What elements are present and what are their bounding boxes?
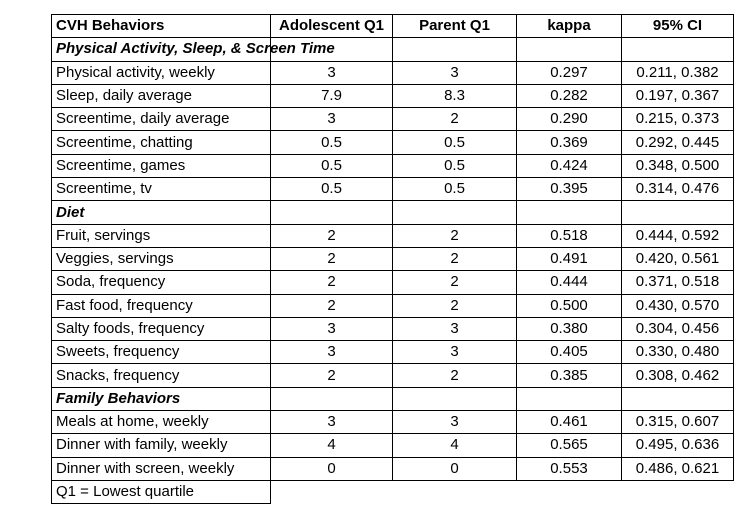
cell-parent-q1: 2 (393, 224, 517, 247)
cell-adolescent-q1: 0.5 (271, 154, 393, 177)
cell-kappa: 0.553 (517, 457, 622, 480)
cell-adolescent-q1: 2 (271, 271, 393, 294)
cell-behavior: Snacks, frequency (52, 364, 271, 387)
cell-ci: 0.314, 0.476 (622, 178, 734, 201)
cell-kappa: 0.290 (517, 108, 622, 131)
cell-behavior: Screentime, chatting (52, 131, 271, 154)
section-empty-cell (271, 201, 393, 224)
cell-parent-q1: 3 (393, 411, 517, 434)
cell-ci: 0.430, 0.570 (622, 294, 734, 317)
cell-parent-q1: 8.3 (393, 84, 517, 107)
table-row (52, 224, 734, 247)
section-empty-cell (517, 201, 622, 224)
cell-adolescent-q1: 3 (271, 317, 393, 340)
cell-parent-q1: 0.5 (393, 131, 517, 154)
cell-parent-q1: 0.5 (393, 154, 517, 177)
cell-adolescent-q1: 3 (271, 341, 393, 364)
table-row (52, 247, 734, 270)
cell-parent-q1: 2 (393, 364, 517, 387)
table-row (52, 411, 734, 434)
section-empty-cell (393, 201, 517, 224)
section-empty-cell (517, 387, 622, 410)
cell-adolescent-q1: 3 (271, 61, 393, 84)
cell-parent-q1: 0 (393, 457, 517, 480)
cell-adolescent-q1: 0.5 (271, 178, 393, 201)
cvh-behaviors-table (51, 14, 734, 504)
cell-behavior: Salty foods, frequency (52, 317, 271, 340)
table-row (52, 457, 734, 480)
cell-kappa: 0.424 (517, 154, 622, 177)
cell-parent-q1: 3 (393, 341, 517, 364)
header-kappa: kappa (517, 15, 622, 38)
cell-behavior: Dinner with family, weekly (52, 434, 271, 457)
cell-ci: 0.211, 0.382 (622, 61, 734, 84)
table-body (52, 38, 734, 504)
cell-adolescent-q1: 3 (271, 411, 393, 434)
cell-parent-q1: 3 (393, 317, 517, 340)
cell-kappa: 0.565 (517, 434, 622, 457)
cell-adolescent-q1: 3 (271, 108, 393, 131)
cell-adolescent-q1: 7.9 (271, 84, 393, 107)
section-empty-cell (622, 201, 734, 224)
cell-ci: 0.197, 0.367 (622, 84, 734, 107)
section-row (52, 387, 734, 410)
cell-ci: 0.292, 0.445 (622, 131, 734, 154)
section-empty-cell (393, 38, 517, 61)
section-title: Diet (52, 201, 271, 224)
table-row (52, 84, 734, 107)
cell-behavior: Sleep, daily average (52, 84, 271, 107)
cell-behavior: Screentime, tv (52, 178, 271, 201)
cell-ci: 0.371, 0.518 (622, 271, 734, 294)
cell-ci: 0.215, 0.373 (622, 108, 734, 131)
table-row (52, 317, 734, 340)
cell-parent-q1: 2 (393, 294, 517, 317)
footnote-row (52, 480, 734, 503)
footnote: Q1 = Lowest quartile (52, 480, 271, 503)
cell-kappa: 0.282 (517, 84, 622, 107)
cell-behavior: Physical activity, weekly (52, 61, 271, 84)
cell-parent-q1: 2 (393, 247, 517, 270)
cell-kappa: 0.395 (517, 178, 622, 201)
header-adolescent-q1: Adolescent Q1 (271, 15, 393, 38)
cell-behavior: Soda, frequency (52, 271, 271, 294)
cell-adolescent-q1: 2 (271, 364, 393, 387)
cell-behavior: Fruit, servings (52, 224, 271, 247)
cell-parent-q1: 0.5 (393, 178, 517, 201)
cell-behavior: Fast food, frequency (52, 294, 271, 317)
cell-adolescent-q1: 0 (271, 457, 393, 480)
table-row (52, 154, 734, 177)
section-empty-cell (271, 387, 393, 410)
cell-ci: 0.304, 0.456 (622, 317, 734, 340)
cell-ci: 0.486, 0.621 (622, 457, 734, 480)
cell-ci: 0.308, 0.462 (622, 364, 734, 387)
section-empty-cell (517, 38, 622, 61)
cell-ci: 0.420, 0.561 (622, 247, 734, 270)
cell-kappa: 0.405 (517, 341, 622, 364)
table-row (52, 364, 734, 387)
table-row (52, 131, 734, 154)
cell-ci: 0.495, 0.636 (622, 434, 734, 457)
cell-ci: 0.444, 0.592 (622, 224, 734, 247)
cell-adolescent-q1: 2 (271, 294, 393, 317)
header-row (52, 15, 734, 38)
section-empty-cell (622, 387, 734, 410)
cell-parent-q1: 4 (393, 434, 517, 457)
cell-kappa: 0.297 (517, 61, 622, 84)
header-parent-q1: Parent Q1 (393, 15, 517, 38)
section-row (52, 201, 734, 224)
cell-adolescent-q1: 0.5 (271, 131, 393, 154)
header-cvh-behaviors: CVH Behaviors (52, 15, 271, 38)
table-row (52, 61, 734, 84)
cell-adolescent-q1: 4 (271, 434, 393, 457)
cell-adolescent-q1: 2 (271, 247, 393, 270)
cell-behavior: Screentime, games (52, 154, 271, 177)
cell-parent-q1: 2 (393, 271, 517, 294)
table-row (52, 434, 734, 457)
table-row (52, 271, 734, 294)
cell-kappa: 0.385 (517, 364, 622, 387)
table-row (52, 341, 734, 364)
cell-ci: 0.348, 0.500 (622, 154, 734, 177)
section-empty-cell (393, 387, 517, 410)
cell-kappa: 0.461 (517, 411, 622, 434)
table-row (52, 294, 734, 317)
cell-parent-q1: 3 (393, 61, 517, 84)
section-row (52, 38, 734, 61)
header-95-ci: 95% CI (622, 15, 734, 38)
cell-kappa: 0.518 (517, 224, 622, 247)
cell-kappa: 0.491 (517, 247, 622, 270)
cell-adolescent-q1: 2 (271, 224, 393, 247)
cell-ci: 0.315, 0.607 (622, 411, 734, 434)
table-row (52, 178, 734, 201)
cell-behavior: Dinner with screen, weekly (52, 457, 271, 480)
cell-parent-q1: 2 (393, 108, 517, 131)
cell-behavior: Sweets, frequency (52, 341, 271, 364)
cell-kappa: 0.444 (517, 271, 622, 294)
section-title: Physical Activity, Sleep, & Screen Time (52, 38, 271, 61)
table-row (52, 108, 734, 131)
cell-kappa: 0.380 (517, 317, 622, 340)
cell-kappa: 0.500 (517, 294, 622, 317)
cell-behavior: Veggies, servings (52, 247, 271, 270)
section-title: Family Behaviors (52, 387, 271, 410)
cell-kappa: 0.369 (517, 131, 622, 154)
cell-behavior: Meals at home, weekly (52, 411, 271, 434)
section-empty-cell (622, 38, 734, 61)
cell-ci: 0.330, 0.480 (622, 341, 734, 364)
cell-behavior: Screentime, daily average (52, 108, 271, 131)
